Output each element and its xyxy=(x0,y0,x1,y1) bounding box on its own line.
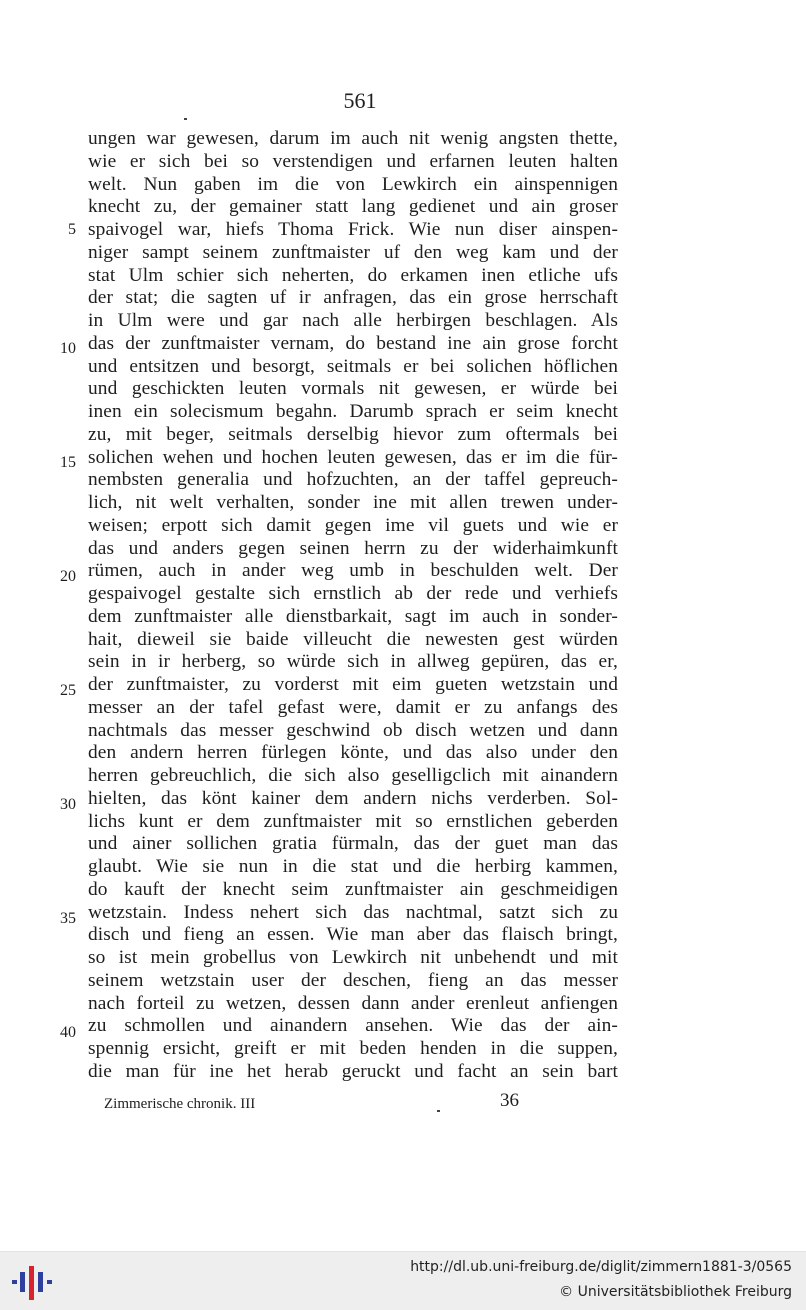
text-line: und entsitzen und besorgt, seitmals er bei solichen höflichen xyxy=(88,355,618,377)
text-line: ungen war gewesen, darum im auch nit wenig angsten thette, xyxy=(88,128,618,149)
text-line: so ist mein grobellus von Lewkirch nit unbehendt und mit xyxy=(88,947,618,968)
line-number-25: 25 xyxy=(60,682,76,699)
text-line: wie er sich bei so verstendigen und erfarnen leuten halten xyxy=(88,150,618,172)
line-number-10: 10 xyxy=(60,340,76,357)
printer-signature: Zimmerische chronik. III xyxy=(104,1096,256,1112)
text-line: das der zunftmaister vernam, do bestand ine ain grose forcht xyxy=(88,332,618,354)
text-line: herren gebreuchlich, die sich also geselligclich mit ainandern xyxy=(88,765,618,786)
copyright-notice: © Universitätsbibliothek Freiburg xyxy=(559,1284,792,1300)
chronicle-text xyxy=(88,128,618,1084)
line-number-5: 5 xyxy=(68,221,76,238)
line-number-40: 40 xyxy=(60,1024,76,1041)
ub-freiburg-logo-icon[interactable] xyxy=(10,1262,54,1304)
text-line: wetzstain. Indess nehert sich das nachtmal, satzt sich zu xyxy=(88,901,618,923)
line-number-15: 15 xyxy=(60,454,76,471)
text-line: welt. Nun gaben im die von Lewkirch ein ainspennigen xyxy=(88,173,618,195)
text-line: stat Ulm schier sich neherten, do erkamen inen etliche ufs xyxy=(88,264,618,286)
text-line: zu, mit beger, seitmals derselbig hievor zum oftermals bei xyxy=(88,423,618,445)
permalink-url[interactable]: http://dl.ub.uni-freiburg.de/diglit/zimmern1881-3/0565 xyxy=(410,1259,792,1275)
text-line: der zunftmaister, zu vorderst mit eim gueten wetzstain und xyxy=(88,674,618,695)
text-line: rümen, auch in ander weg umb in beschulden welt. Der xyxy=(88,560,618,582)
page-number: 561 xyxy=(343,88,377,113)
viewer-footer-bar xyxy=(0,1251,806,1310)
text-line: inen ein solecismum begahn. Darumb sprach er seim knecht xyxy=(88,401,618,422)
text-line: solichen wehen und hochen leuten gewesen, das er im die für- xyxy=(88,446,618,468)
text-line: lichs kunt er dem zunftmaister mit so ernstlichen geberden xyxy=(88,810,618,832)
text-line: sein in ir herberg, so würde sich in allweg gepüren, das er, xyxy=(88,651,618,673)
ink-speck xyxy=(184,118,187,120)
sheet-number: 36 xyxy=(500,1090,519,1111)
text-line: gespaivogel gestalte sich ernstlich ab der rede und verhiefs xyxy=(88,583,618,604)
text-line: seinem wetzstain user der deschen, fieng an das messer xyxy=(88,969,618,991)
text-line: nachtmals das messer geschwind ob disch wetzen und dann xyxy=(88,719,618,741)
text-line: den andern herren fürlegen könte, und das also under den xyxy=(88,742,618,764)
text-line: do kauft der knecht seim zunftmaister ain geschmeidigen xyxy=(88,878,618,900)
text-line: knecht zu, der gemainer statt lang gedienet und ain groser xyxy=(88,196,618,218)
text-line: und ainer sollichen gratia fürmaln, das der guet man das xyxy=(88,833,618,855)
text-line: nembsten generalia und hofzuchten, an der taffel gepreuch- xyxy=(88,469,618,491)
text-line: in Ulm were und gar nach alle herbirgen beschlagen. Als xyxy=(88,310,618,331)
text-line: hait, dieweil sie baide villeucht die newesten gest würden xyxy=(88,628,618,650)
text-line: lich, nit welt verhalten, sonder ine mit allen trewen under- xyxy=(88,492,618,513)
text-line: hielten, das könt kainer dem andern nichs verderben. Sol- xyxy=(88,787,618,809)
text-line: und geschickten leuten vormals nit gewesen, er würde bei xyxy=(88,378,618,400)
text-line: disch und fieng an essen. Wie man aber das flaisch bringt, xyxy=(88,924,618,946)
line-number-20: 20 xyxy=(60,568,76,585)
text-line: niger sampt seinem zunftmaister uf den weg kam und der xyxy=(88,241,618,263)
ink-speck xyxy=(437,1110,440,1112)
text-line: das und anders gegen seinen herrn zu der widerhaimkunft xyxy=(88,537,618,559)
line-number-30: 30 xyxy=(60,796,76,813)
text-line: weisen; erpott sich damit gegen ime vil guets und wie er xyxy=(88,514,618,536)
line-number-35: 35 xyxy=(60,910,76,927)
text-line: dem zunftmaister alle dienstbarkait, sagt im auch in sonder- xyxy=(88,605,618,627)
text-line: der stat; die sagten uf ir anfragen, das ein grose herrschaft xyxy=(88,287,618,309)
text-line: glaubt. Wie sie nun in die stat und die herbirg kammen, xyxy=(88,856,618,877)
text-line: zu schmollen und ainandern ansehen. Wie das der ain- xyxy=(88,1015,618,1037)
text-line: die man für ine het herab geruckt und facht an sein bart xyxy=(88,1060,618,1082)
text-line: spennig ersicht, greift er mit beden henden in die suppen, xyxy=(88,1038,618,1059)
text-line: spaivogel war, hiefs Thoma Frick. Wie nun diser ainspen- xyxy=(88,219,618,240)
text-line: nach forteil zu wetzen, dessen dann ander erenleut anfiengen xyxy=(88,992,618,1014)
text-line: messer an der tafel gefast were, damit er zu anfangs des xyxy=(88,696,618,718)
